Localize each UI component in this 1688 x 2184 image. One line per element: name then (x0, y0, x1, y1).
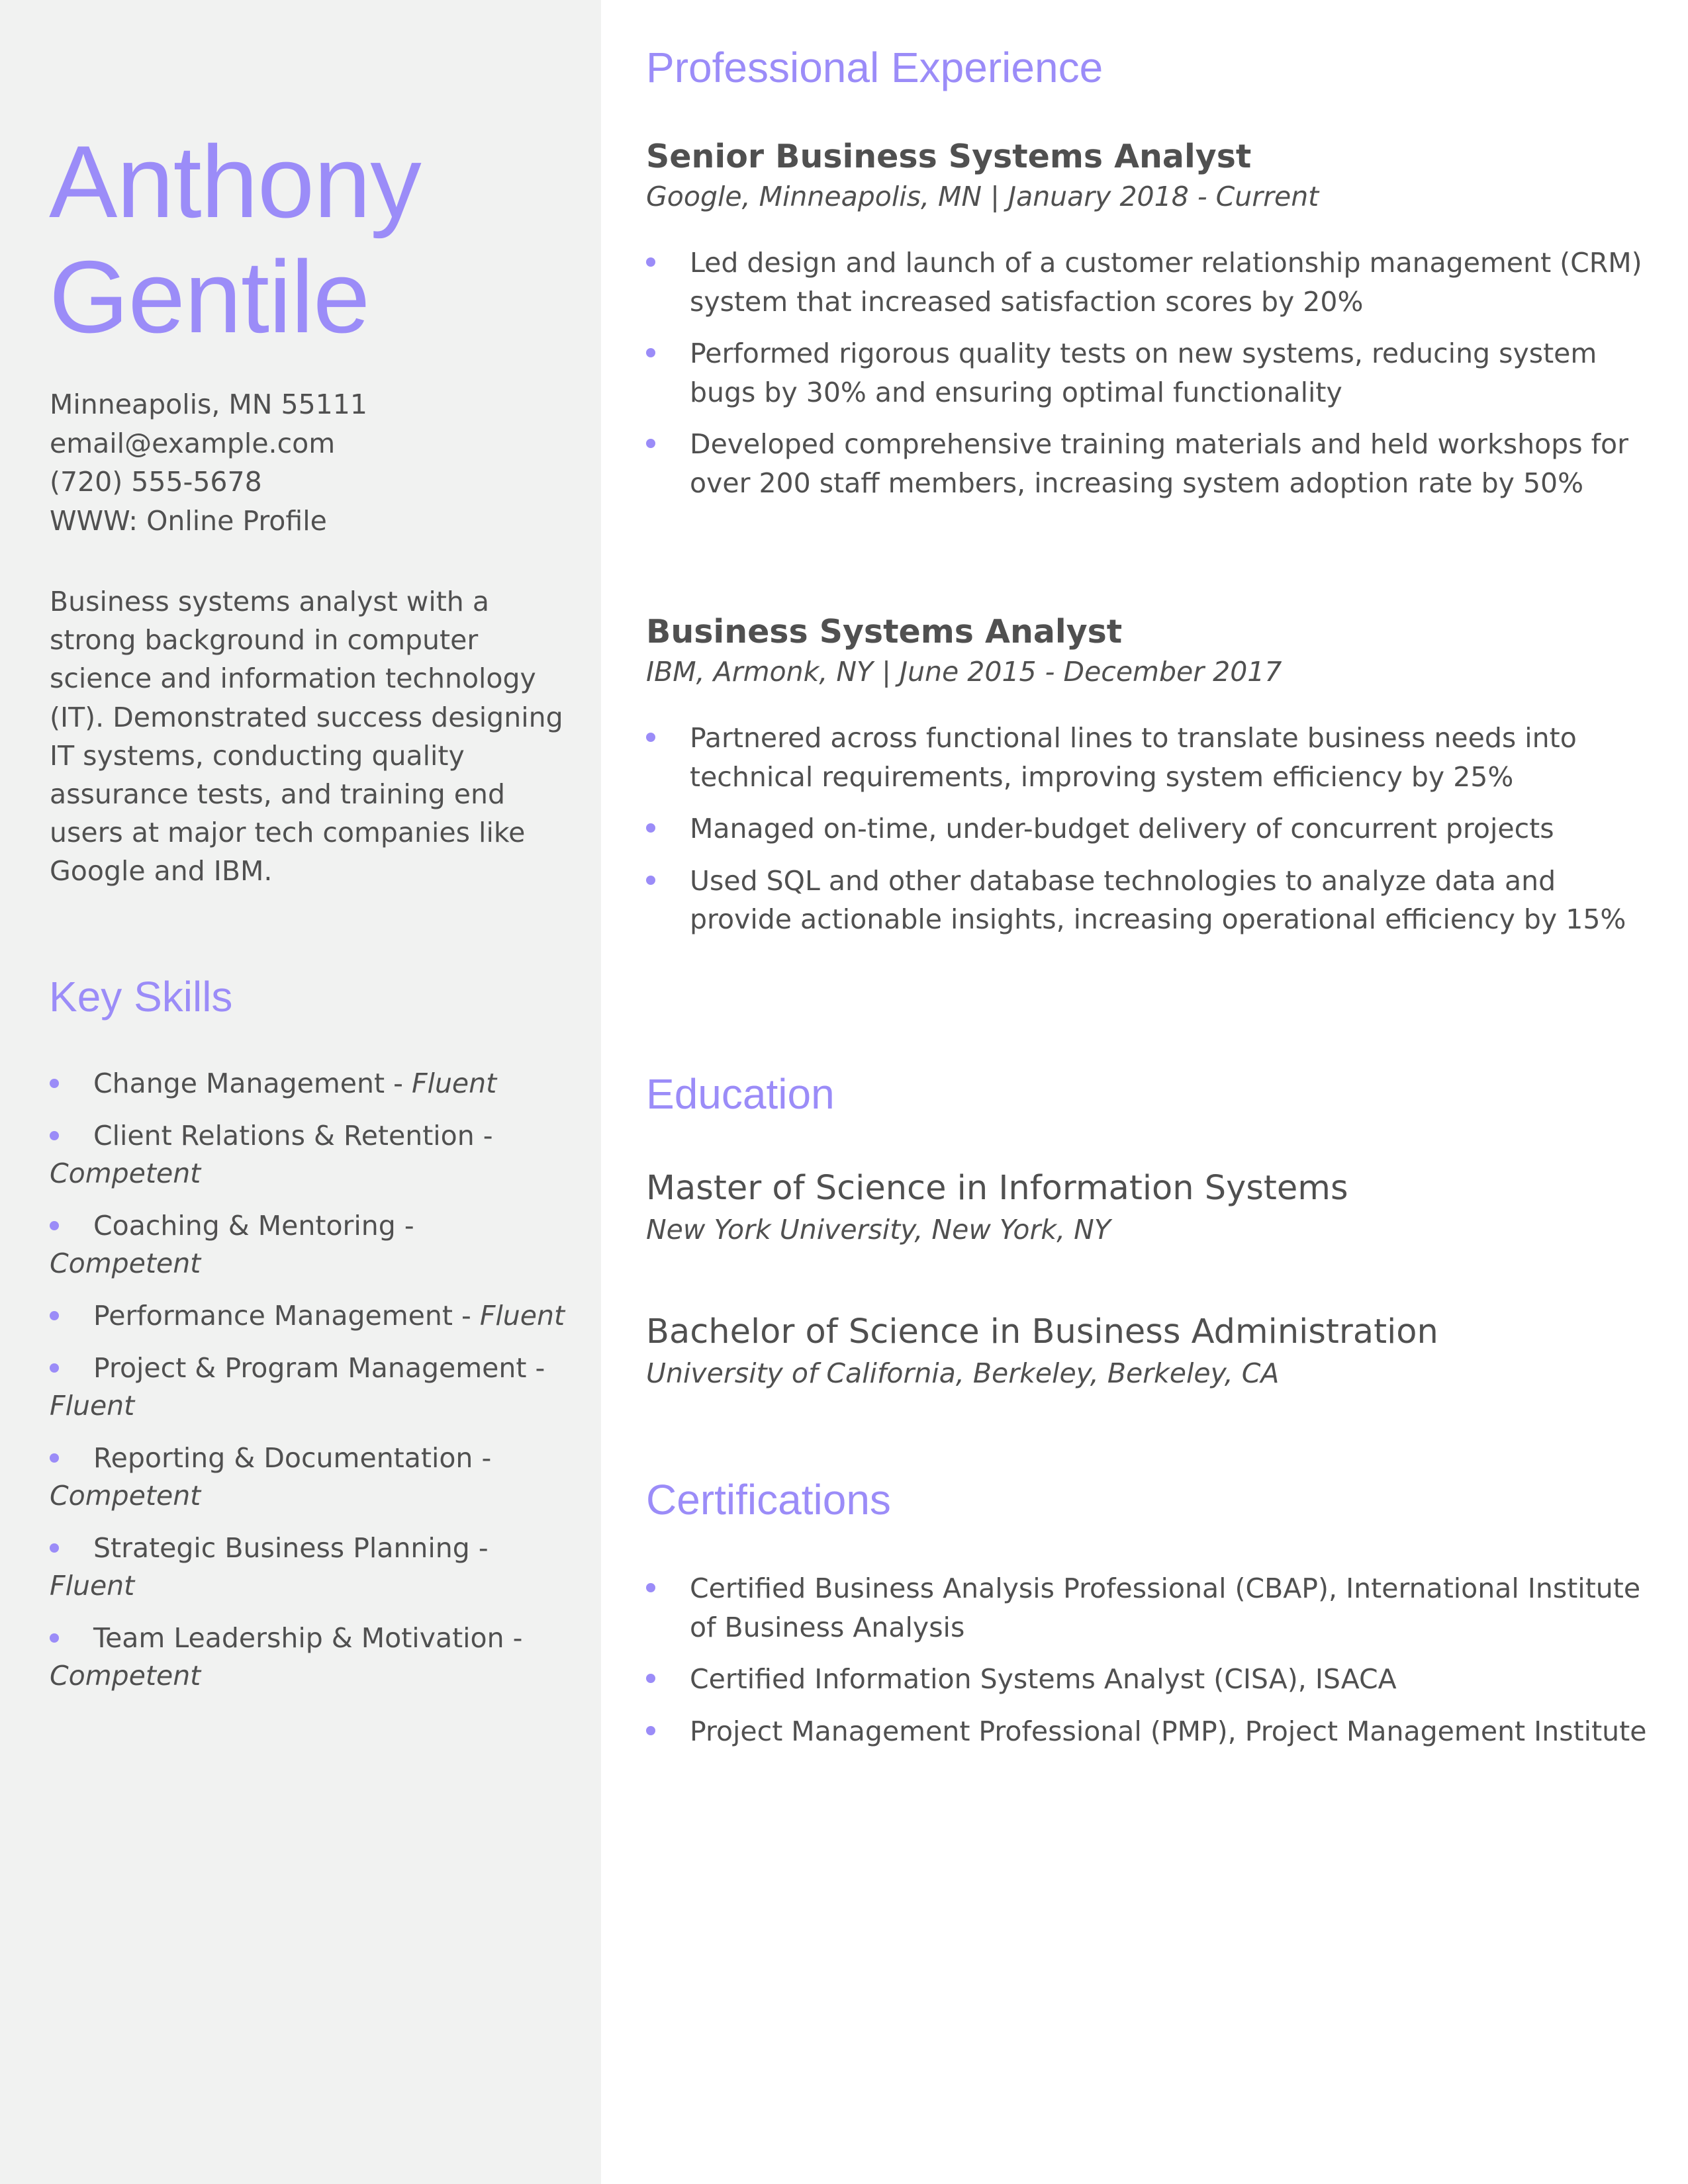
skill-item: Strategic Business Planning - Fluent (50, 1529, 573, 1605)
degree-school: New York University, New York, NY (646, 1214, 1111, 1246)
certification-item: Certified Business Analysis Professional (CBAP), International Institute of Business Analysis (646, 1569, 1652, 1647)
job-bullets (646, 719, 1652, 939)
job-bullet: Led design and launch of a customer relationship management (CRM) system that increased satisfaction scores by 20% (646, 244, 1652, 321)
candidate-name (49, 124, 421, 355)
skill-level: Fluent (50, 1570, 135, 1602)
skill-level: Competent (50, 1480, 201, 1512)
skill-item: Coaching & Mentoring - Competent (50, 1207, 573, 1283)
skill-name: Team Leadership & Motivation (93, 1622, 504, 1654)
job-bullet: Performed rigorous quality tests on new systems, reducing system bugs by 30% and ensuring optimal functionality (646, 334, 1652, 412)
job-title: Senior Business Systems Analyst (646, 138, 1252, 175)
certifications-list (646, 1569, 1652, 1764)
certifications-heading: Certifications (646, 1476, 891, 1524)
job-bullet: Used SQL and other database technologies to analyze data and provide actionable insights, increasing operational efficiency by 15% (646, 862, 1652, 939)
skill-level: Fluent (50, 1390, 135, 1422)
skills-heading: Key Skills (49, 973, 233, 1021)
skill-name: Strategic Business Planning (93, 1532, 470, 1564)
job-bullet: Managed on-time, under-budget delivery of concurrent projects (646, 809, 1652, 848)
contact-email[interactable]: email@example.com (50, 427, 336, 459)
skill-level: Competent (50, 1660, 201, 1692)
skill-item: Change Management - Fluent (50, 1065, 573, 1103)
skill-level: Fluent (479, 1300, 565, 1332)
job-meta: IBM, Armonk, NY | June 2015 - December 2017 (646, 656, 1282, 688)
contact-website[interactable]: WWW: Online Profile (50, 504, 327, 537)
job-entry (646, 136, 1652, 516)
degree-name: Master of Science in Information Systems (646, 1169, 1348, 1208)
job-bullets (646, 244, 1652, 502)
experience-heading: Professional Experience (646, 44, 1103, 91)
job-entry (646, 612, 1652, 952)
first-name: Anthony (49, 124, 421, 239)
contact-phone[interactable]: (720) 555-5678 (50, 466, 262, 498)
degree-name: Bachelor of Science in Business Administration (646, 1312, 1438, 1351)
skill-level: Competent (50, 1158, 201, 1189)
degree-school: University of California, Berkeley, Berkeley, CA (646, 1357, 1280, 1389)
job-bullet: Developed comprehensive training materials and held workshops for over 200 staff members, increasing system adoption rate by 50% (646, 425, 1652, 502)
education-heading: Education (646, 1070, 835, 1118)
skill-name: Reporting & Documentation (93, 1442, 473, 1474)
skill-name: Project & Program Management (93, 1352, 527, 1384)
skill-item: Client Relations & Retention - Competent (50, 1117, 573, 1193)
job-bullet: Partnered across functional lines to translate business needs into technical requirements, improving system efficiency by 25% (646, 719, 1652, 796)
skill-item: Reporting & Documentation - Competent (50, 1439, 573, 1515)
skill-name: Coaching & Mentoring (93, 1210, 396, 1242)
skill-level: Competent (50, 1248, 201, 1279)
job-meta: Google, Minneapolis, MN | January 2018 - Current (646, 181, 1319, 212)
contact-info (50, 385, 367, 540)
skill-name: Change Management (93, 1068, 385, 1099)
skill-level: Fluent (411, 1068, 497, 1099)
degree-entry (646, 1167, 1652, 1249)
job-title: Business Systems Analyst (646, 613, 1123, 651)
skill-item: Team Leadership & Motivation - Competent (50, 1619, 573, 1695)
skill-item: Performance Management - Fluent (50, 1297, 573, 1335)
skill-name: Client Relations & Retention (93, 1120, 475, 1152)
skills-list (50, 1065, 573, 1709)
skill-item: Project & Program Management - Fluent (50, 1349, 573, 1425)
contact-address: Minneapolis, MN 55111 (50, 388, 367, 420)
last-name: Gentile (49, 240, 370, 354)
degree-entry (646, 1310, 1652, 1392)
skill-name: Performance Management (93, 1300, 453, 1332)
sidebar (0, 0, 601, 2184)
professional-summary: Business systems analyst with a strong background in computer science and information technology (IT). Demonstrated success designing IT systems, conducting quality assurance tests, and training end users at major tech companies like Google and IBM. (50, 586, 563, 887)
certification-item: Project Management Professional (PMP), Project Management Institute (646, 1712, 1652, 1751)
certification-item: Certified Information Systems Analyst (CISA), ISACA (646, 1660, 1652, 1699)
